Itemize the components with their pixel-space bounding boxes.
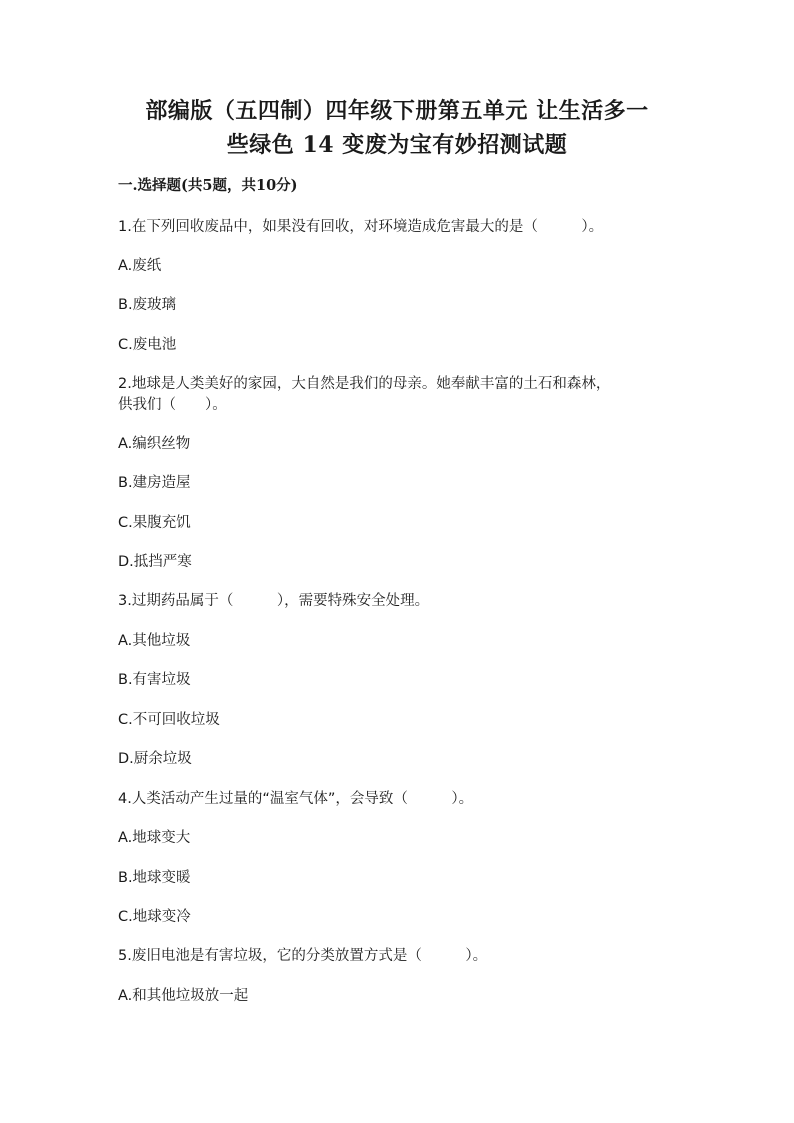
question-4-option-c: C.地球变冷 (118, 909, 191, 925)
question-4-option-a: A.地球变大 (118, 830, 191, 846)
question-2-stem-line-2: 供我们（ ）。 (118, 397, 227, 413)
question-2-option-b: B.建房造屋 (118, 475, 191, 491)
document-title (100, 94, 694, 162)
question-1-option-a: A.废纸 (118, 258, 162, 274)
question-1-option-b: B.废玻璃 (118, 297, 177, 313)
question-3-option-b: B.有害垃圾 (118, 672, 191, 688)
question-5-option-a: A.和其他垃圾放一起 (118, 988, 249, 1004)
question-3-stem: 3.过期药品属于（ ），需要特殊安全处理。 (118, 593, 430, 609)
question-2-option-d: D.抵挡严寒 (118, 554, 192, 570)
question-4-stem: 4.人类活动产生过量的“温室气体”，会导致（ ）。 (118, 791, 474, 807)
question-1-option-c: C.废电池 (118, 337, 177, 353)
question-3-option-a: A.其他垃圾 (118, 633, 191, 649)
question-5-stem: 5.废旧电池是有害垃圾，它的分类放置方式是（ ）。 (118, 948, 488, 964)
section-heading: 一.选择题(共5题，共10分) (118, 177, 298, 194)
question-2-stem-line-1: 2.地球是人类美好的家园，大自然是我们的母亲。她奉献丰富的土石和森林， (118, 376, 611, 392)
title-line-2: 些绿色 14 变废为宝有妙招测试题 (226, 132, 568, 158)
title-line-1: 部编版（五四制）四年级下册第五单元 让生活多一 (145, 98, 649, 124)
question-4-option-b: B.地球变暖 (118, 870, 191, 886)
question-2-option-c: C.果腹充饥 (118, 515, 191, 531)
question-3-option-d: D.厨余垃圾 (118, 751, 192, 767)
question-3-option-c: C.不可回收垃圾 (118, 712, 220, 728)
question-2-option-a: A.编织丝物 (118, 436, 191, 452)
question-1-stem: 1.在下列回收废品中，如果没有回收，对环境造成危害最大的是（ ）。 (118, 219, 604, 235)
